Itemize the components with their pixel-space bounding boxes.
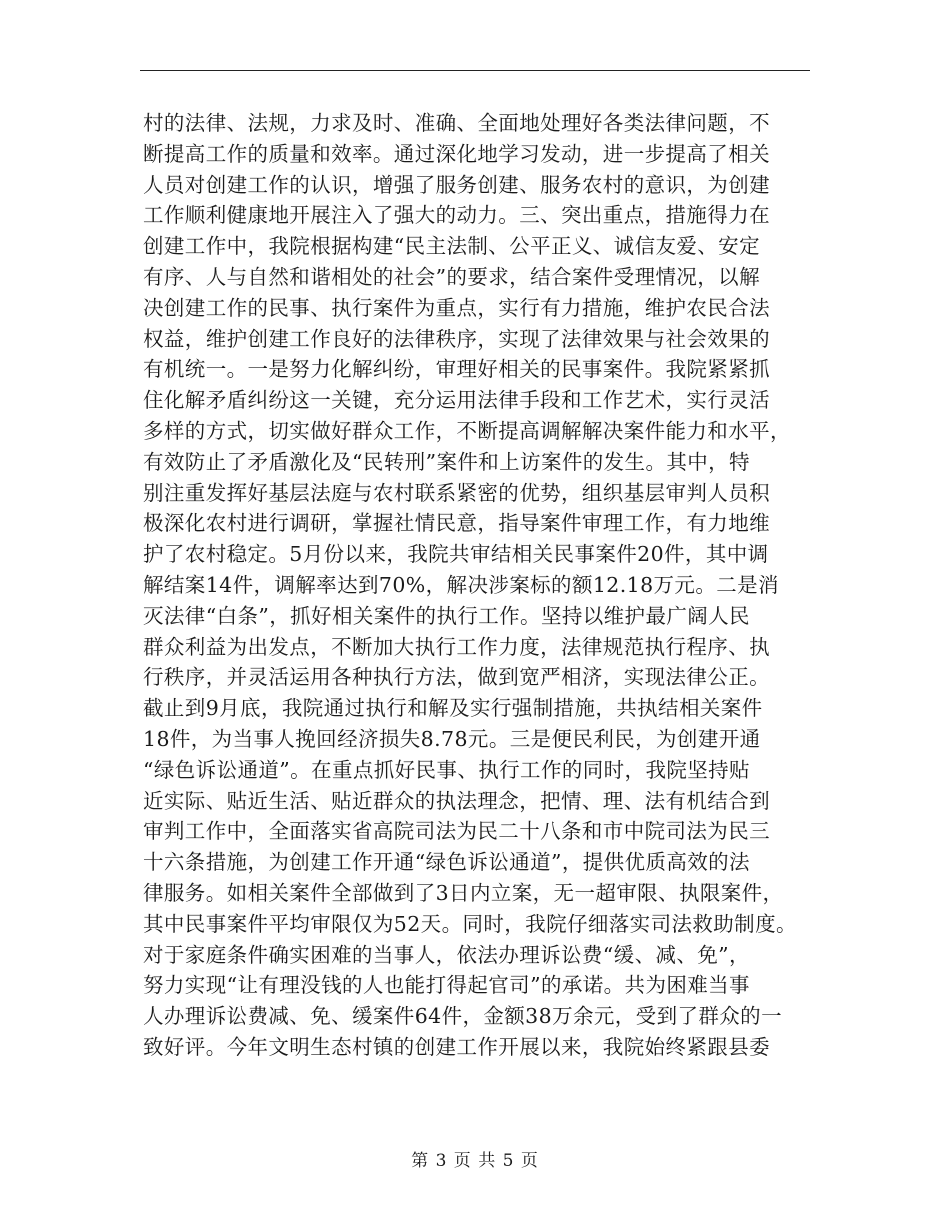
text-line: 其中民事案件平均审限仅为52天。同时，我院仔细落实司法救助制度。 [143, 911, 797, 936]
text-line: 行秩序，并灵活运用各种执行方法，做到宽严相济，实现法律公正。 [143, 665, 770, 690]
text-line: 极深化农村进行调研，掌握社情民意，指导案件审理工作，有力地维 [143, 511, 770, 536]
text-line: 断提高工作的质量和效率。通过深化地学习发动，进一步提高了相关 [143, 141, 770, 166]
text-line: 有序、人与自然和谐相处的社会”的要求，结合案件受理情况，以解 [143, 264, 760, 289]
text-line: 工作顺利健康地开展注入了强大的动力。三、突出重点，措施得力在 [143, 203, 770, 228]
text-line: 解结案14件，调解率达到70%，解决涉案标的额12.18万元。二是消 [143, 572, 779, 597]
text-line: “绿色诉讼通道”。在重点抓好民事、执行工作的同时，我院坚持贴 [143, 757, 750, 782]
page-number: 第 3 页 共 5 页 [411, 1151, 539, 1171]
text-line: 护了农村稳定。5月份以来，我院共审结相关民事案件20件，其中调 [143, 542, 769, 567]
text-line: 有机统一。一是努力化解纠纷，审理好相关的民事案件。我院紧紧抓 [143, 357, 770, 382]
text-line: 律服务。如相关案件全部做到了3日内立案，无一超审限、执限案件， [143, 880, 784, 905]
text-line: 近实际、贴近生活、贴近群众的执法理念，把情、理、法有机结合到 [143, 788, 770, 813]
text-line: 18件，为当事人挽回经济损失8.78元。三是便民利民，为创建开通 [143, 726, 761, 751]
body-text [143, 108, 813, 1063]
text-line: 审判工作中，全面落实省高院司法为民二十八条和市中院司法为民三 [143, 819, 770, 844]
text-line: 对于家庭条件确实困难的当事人，依法办理诉讼费“缓、减、免”， [143, 942, 750, 967]
text-line: 创建工作中，我院根据构建“民主法制、公平正义、诚信友爱、安定 [143, 234, 760, 259]
text-line: 权益，维护创建工作良好的法律秩序，实现了法律效果与社会效果的 [143, 326, 770, 351]
header-rule [140, 70, 810, 71]
text-line: 灭法律“白条”，抓好相关案件的执行工作。坚持以维护最广阔人民 [143, 603, 750, 628]
text-line: 有效防止了矛盾激化及“民转刑”案件和上访案件的发生。其中，特 [143, 449, 750, 474]
text-line: 致好评。今年文明生态村镇的创建工作开展以来，我院始终紧跟县委 [143, 1034, 770, 1059]
text-line: 村的法律、法规，力求及时、准确、全面地处理好各类法律问题，不 [143, 111, 770, 135]
text-line: 多样的方式，切实做好群众工作，不断提高调解解决案件能力和水平， [143, 418, 791, 443]
text-line: 努力实现“让有理没钱的人也能打得起官司”的承诺。共为困难当事 [143, 973, 750, 998]
text-line: 住化解矛盾纠纷这一关键，充分运用法律手段和工作艺术，实行灵活 [143, 388, 770, 413]
text-line: 别注重发挥好基层法庭与农村联系紧密的优势，组织基层审判人员积 [143, 480, 770, 505]
text-line: 人员对创建工作的认识，增强了服务创建、服务农村的意识，为创建 [143, 172, 770, 197]
text-line: 十六条措施，为创建工作开通“绿色诉讼通道”，提供优质高效的法 [143, 850, 750, 875]
text-line: 决创建工作的民事、执行案件为重点，实行有力措施，维护农民合法 [143, 295, 770, 320]
text-line: 群众利益为出发点，不断加大执行工作力度，法律规范执行程序、执 [143, 634, 770, 659]
text-line: 截止到9月底，我院通过执行和解及实行强制措施，共执结相关案件 [143, 696, 763, 721]
text-line: 人办理诉讼费减、免、缓案件64件，金额38万余元，受到了群众的一 [143, 1004, 782, 1029]
